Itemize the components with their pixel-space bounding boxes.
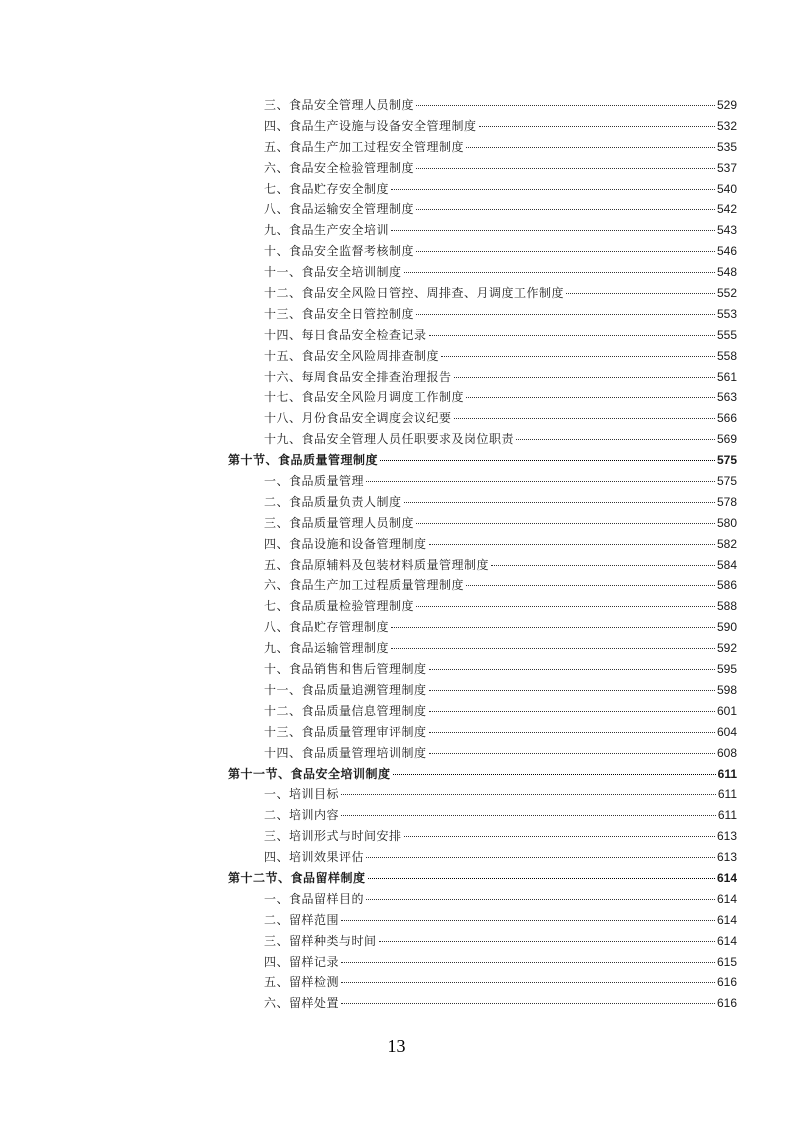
toc-entry[interactable]	[0, 659, 793, 680]
toc-entry-title: 十七、食品安全风险月调度工作制度	[264, 390, 465, 405]
toc-entry-page: 535	[716, 139, 737, 154]
toc-entry[interactable]	[0, 889, 793, 910]
dot-leader	[341, 1003, 715, 1004]
toc-entry-page: 580	[716, 515, 737, 530]
toc-entry-page: 548	[716, 265, 737, 280]
toc-entry-page: 590	[716, 620, 737, 635]
toc-entry[interactable]	[0, 638, 793, 659]
toc-entry[interactable]	[0, 847, 793, 868]
dot-leader	[366, 481, 715, 482]
toc-entry-title: 八、食品贮存管理制度	[264, 620, 390, 635]
dot-leader	[466, 585, 715, 586]
toc-entry-page: 558	[716, 348, 737, 363]
toc-entry-page: 561	[716, 369, 737, 384]
toc-entry-title: 十一、食品安全培训制度	[264, 265, 402, 280]
toc-entry-page: 566	[716, 411, 737, 426]
toc-entry-page: 537	[716, 160, 737, 175]
toc-entry-page: 569	[716, 432, 737, 447]
toc-entry-title: 十三、食品质量管理审评制度	[264, 724, 427, 739]
dot-leader	[429, 669, 715, 670]
toc-entry[interactable]	[0, 931, 793, 952]
toc-entry-title: 第十一节、食品安全培训制度	[228, 766, 391, 781]
toc-entry[interactable]	[0, 701, 793, 722]
toc-entry-page: 532	[716, 118, 737, 133]
toc-entry-title: 十二、食品质量信息管理制度	[264, 703, 427, 718]
toc-entry-title: 十、食品安全监督考核制度	[264, 244, 415, 259]
toc-entry[interactable]	[0, 972, 793, 993]
page-number: 13	[387, 1036, 406, 1056]
toc-entry[interactable]	[0, 617, 793, 638]
toc-entry[interactable]	[0, 116, 793, 137]
toc-entry-page: 616	[716, 996, 737, 1011]
dot-leader	[341, 982, 715, 983]
toc-entry-title: 七、食品质量检验管理制度	[264, 599, 415, 614]
toc-entry-page: 598	[716, 682, 737, 697]
toc-entry-page: 529	[716, 98, 737, 112]
toc-entry-page: 553	[716, 306, 737, 321]
toc-entry[interactable]	[0, 826, 793, 847]
toc-entry-page: 540	[716, 181, 737, 196]
dot-leader	[366, 857, 715, 858]
dot-leader	[441, 356, 715, 357]
toc-entry-page: 546	[716, 244, 737, 259]
toc-entry-page: 582	[716, 536, 737, 551]
dot-leader	[416, 314, 715, 315]
toc-entry-page: 552	[716, 286, 737, 301]
dot-leader	[429, 690, 715, 691]
dot-leader	[391, 648, 715, 649]
toc-entry-page: 614	[716, 912, 737, 927]
toc-entry[interactable]	[0, 283, 793, 304]
dot-leader	[380, 460, 715, 461]
dot-leader	[379, 941, 715, 942]
toc-entry-title: 二、培训内容	[264, 808, 340, 823]
toc-entry-title: 第十节、食品质量管理制度	[228, 453, 379, 468]
toc-entry[interactable]	[0, 534, 793, 555]
toc-entry[interactable]	[0, 952, 793, 973]
dot-leader	[429, 753, 715, 754]
toc-entry[interactable]	[0, 513, 793, 534]
toc-entry[interactable]	[0, 304, 793, 325]
toc-entry-title: 六、食品生产加工过程质量管理制度	[264, 578, 465, 593]
toc-entry-title: 十一、食品质量追溯管理制度	[264, 682, 427, 697]
toc-entry-title: 十八、月份食品安全调度会议纪要	[264, 411, 452, 426]
toc-entry-page: 584	[716, 557, 737, 572]
toc-entry-page: 575	[716, 474, 737, 489]
toc-entry[interactable]	[0, 346, 793, 367]
toc-entry-page: 595	[716, 662, 737, 677]
toc-entry-title: 七、食品贮存安全制度	[264, 181, 390, 196]
toc-entry-title: 三、食品质量管理人员制度	[264, 515, 415, 530]
toc-section-entry[interactable]	[0, 868, 793, 889]
dot-leader	[454, 418, 715, 419]
toc-entry-page: 592	[716, 641, 737, 656]
toc-entry[interactable]	[0, 199, 793, 220]
toc-entry-page: 611	[717, 766, 737, 781]
toc-entry-title: 五、食品生产加工过程安全管理制度	[264, 139, 465, 154]
toc-entry-title: 十四、食品质量管理培训制度	[264, 745, 427, 760]
toc-entry-title: 五、食品原辅料及包装材料质量管理制度	[264, 557, 490, 572]
dot-leader	[416, 523, 715, 524]
toc-entry[interactable]	[0, 241, 793, 262]
toc-entry[interactable]	[0, 179, 793, 200]
toc-entry-title: 三、留样种类与时间	[264, 933, 377, 948]
toc-entry-page: 614	[716, 870, 737, 885]
dot-leader	[391, 230, 715, 231]
dot-leader	[341, 962, 715, 963]
dot-leader	[366, 899, 715, 900]
toc-entry-title: 四、培训效果评估	[264, 850, 365, 865]
toc-entry-title: 三、培训形式与时间安排	[264, 829, 402, 844]
toc-entry-page: 543	[716, 223, 737, 238]
toc-entry-title: 三、食品安全管理人员制度	[264, 98, 415, 112]
toc-entry-page: 578	[716, 494, 737, 509]
toc-entry[interactable]	[0, 95, 793, 116]
toc-entry-page: 586	[716, 578, 737, 593]
toc-entry-page: 613	[716, 829, 737, 844]
toc-entry-title: 四、食品设施和设备管理制度	[264, 536, 427, 551]
dot-leader	[416, 168, 715, 169]
toc-entry-title: 一、食品质量管理	[264, 474, 365, 489]
toc-entry[interactable]	[0, 680, 793, 701]
toc-entry-page: 615	[716, 954, 737, 969]
toc-entry-title: 四、留样记录	[264, 954, 340, 969]
toc-entry-title: 十六、每周食品安全排查治理报告	[264, 369, 452, 384]
toc-entry[interactable]	[0, 220, 793, 241]
dot-leader	[429, 711, 715, 712]
toc-entry-title: 二、留样范围	[264, 912, 340, 927]
toc-entry-page: 614	[716, 933, 737, 948]
toc-entry-title: 六、食品安全检验管理制度	[264, 160, 415, 175]
dot-leader	[368, 878, 715, 879]
dot-leader	[429, 335, 715, 336]
toc-entry-page: 611	[717, 787, 737, 802]
toc-entry-title: 六、留样处置	[264, 996, 340, 1011]
toc-entry[interactable]	[0, 367, 793, 388]
dot-leader	[341, 920, 715, 921]
toc-entry-title: 四、食品生产设施与设备安全管理制度	[264, 118, 477, 133]
toc-entry[interactable]	[0, 408, 793, 429]
dot-leader	[491, 565, 715, 566]
toc-entry-page: 575	[716, 453, 737, 468]
toc-entry-page: 608	[716, 745, 737, 760]
dot-leader	[404, 502, 715, 503]
toc-entry-page: 614	[716, 891, 737, 906]
toc-entry[interactable]	[0, 471, 793, 492]
dot-leader	[416, 251, 715, 252]
dot-leader	[341, 815, 716, 816]
dot-leader	[466, 397, 715, 398]
table-of-contents	[0, 95, 793, 1014]
toc-entry-page: 604	[716, 724, 737, 739]
toc-entry[interactable]	[0, 555, 793, 576]
toc-entry[interactable]	[0, 805, 793, 826]
toc-entry[interactable]	[0, 743, 793, 764]
toc-entry-page: 555	[716, 327, 737, 342]
toc-entry[interactable]	[0, 429, 793, 450]
dot-leader	[393, 774, 716, 775]
toc-entry-title: 十九、食品安全管理人员任职要求及岗位职责	[264, 432, 515, 447]
toc-entry[interactable]	[0, 325, 793, 346]
dot-leader	[429, 732, 715, 733]
toc-entry-page: 616	[716, 975, 737, 990]
toc-entry-title: 九、食品运输管理制度	[264, 641, 390, 656]
dot-leader	[416, 606, 715, 607]
toc-entry-title: 十、食品销售和售后管理制度	[264, 662, 427, 677]
toc-entry[interactable]	[0, 596, 793, 617]
toc-entry[interactable]	[0, 158, 793, 179]
dot-leader	[516, 439, 715, 440]
toc-entry-title: 一、食品留样目的	[264, 891, 365, 906]
toc-entry-title: 一、培训目标	[264, 787, 340, 802]
toc-entry-page: 611	[717, 808, 737, 823]
toc-entry-title: 五、留样检测	[264, 975, 340, 990]
toc-entry-page: 563	[716, 390, 737, 405]
toc-entry[interactable]	[0, 492, 793, 513]
toc-entry-page: 613	[716, 850, 737, 865]
dot-leader	[404, 272, 715, 273]
toc-entry-title: 十五、食品安全风险周排查制度	[264, 348, 440, 363]
dot-leader	[429, 544, 715, 545]
toc-entry[interactable]	[0, 387, 793, 408]
toc-entry[interactable]	[0, 910, 793, 931]
toc-section-entry[interactable]	[0, 450, 793, 471]
dot-leader	[391, 627, 715, 628]
toc-entry[interactable]	[0, 993, 793, 1014]
toc-entry-page: 588	[716, 599, 737, 614]
toc-entry-page: 601	[716, 703, 737, 718]
dot-leader	[454, 377, 715, 378]
toc-entry-title: 八、食品运输安全管理制度	[264, 202, 415, 217]
dot-leader	[566, 293, 715, 294]
dot-leader	[341, 794, 716, 795]
toc-entry-title: 第十二节、食品留样制度	[228, 870, 366, 885]
toc-entry-page: 542	[716, 202, 737, 217]
toc-entry-title: 十四、每日食品安全检查记录	[264, 327, 427, 342]
dot-leader	[404, 836, 715, 837]
toc-entry[interactable]	[0, 722, 793, 743]
toc-entry-title: 九、食品生产安全培训	[264, 223, 390, 238]
toc-entry[interactable]	[0, 137, 793, 158]
toc-entry-title: 二、食品质量负责人制度	[264, 494, 402, 509]
toc-entry[interactable]	[0, 784, 793, 805]
toc-section-entry[interactable]	[0, 764, 793, 785]
toc-entry-title: 十三、食品安全日管控制度	[264, 306, 415, 321]
dot-leader	[466, 147, 715, 148]
toc-entry[interactable]	[0, 575, 793, 596]
toc-entry-title: 十二、食品安全风险日管控、周排查、月调度工作制度	[264, 286, 565, 301]
dot-leader	[391, 189, 715, 190]
dot-leader	[479, 126, 715, 127]
dot-leader	[416, 105, 715, 106]
toc-entry[interactable]	[0, 262, 793, 283]
dot-leader	[416, 209, 715, 210]
